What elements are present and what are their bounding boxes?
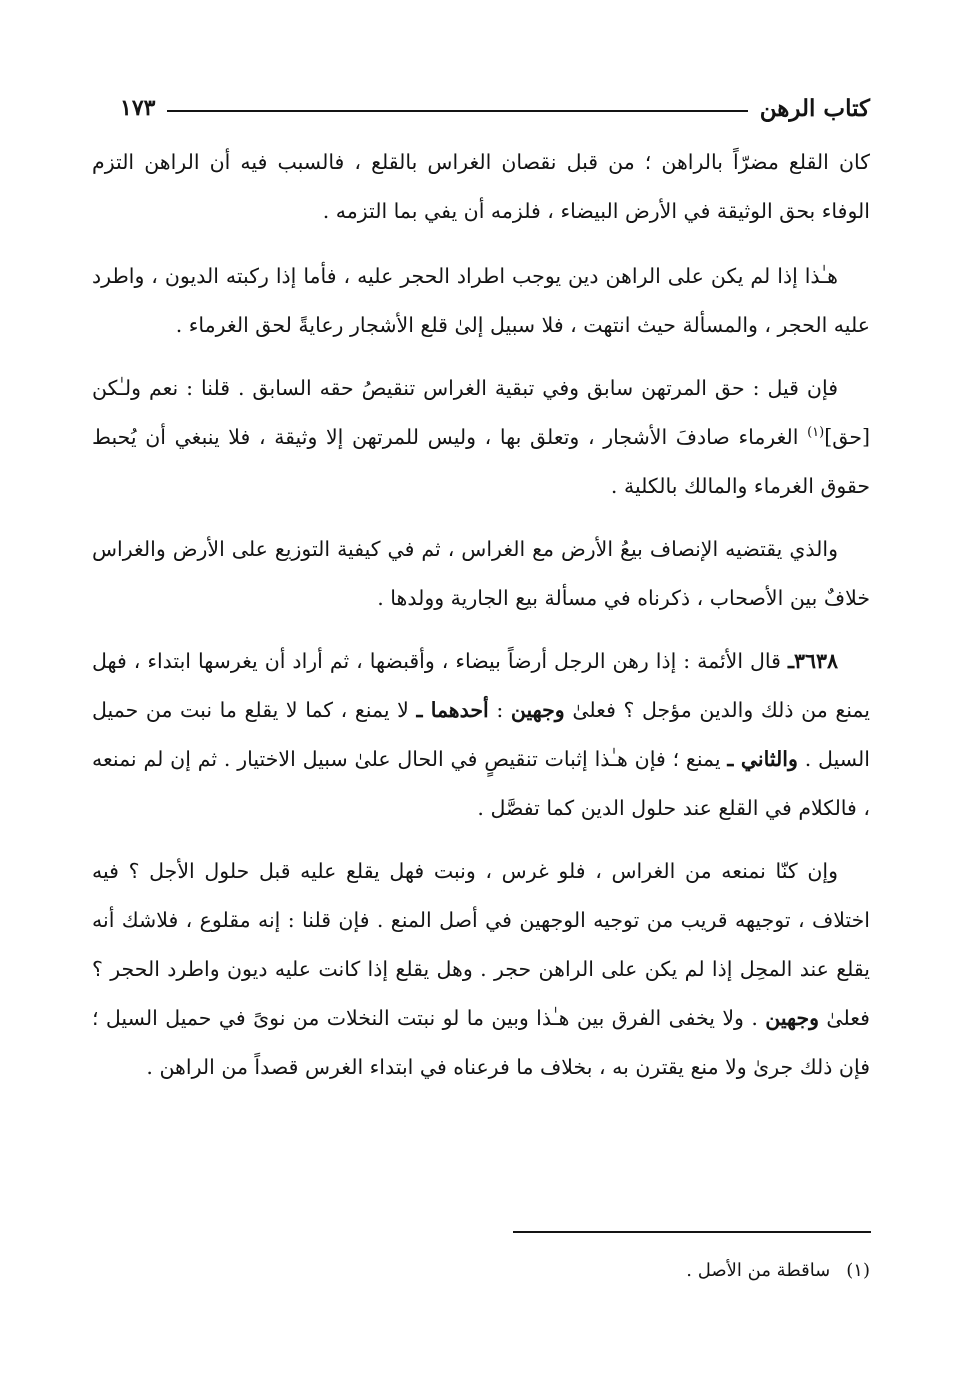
paragraph-5-part-d: لا يمنع ، كما لا يقلع ما نبت من حميل السيل . bbox=[92, 698, 870, 771]
footnote bbox=[400, 1256, 870, 1286]
bold-term-wajhayn-2: وجهين bbox=[765, 1006, 820, 1030]
paragraph-1: كان القلع مضرّاً بالراهن ؛ من قبل نقصان الغراس بالقلع ، فالسبب فيه أن الراهن التزم الوفاء بحق الوثيقة في الأرض البيضاء ، فلزمه أن يفي بما التزمه . bbox=[92, 150, 870, 223]
footnote-number: (١) bbox=[846, 1260, 870, 1281]
header-rule bbox=[167, 110, 747, 112]
footnote-text: ساقطة من الأصل . bbox=[686, 1260, 831, 1281]
paragraph-3-part-a: فإن قيل : حق المرتهن سابق وفي تبقية الغراس تنقيصُ حقه السابق . قلنا : نعم ولـٰكن [حق] bbox=[92, 376, 870, 449]
issue-number: ٣٦٣٨ـ bbox=[787, 649, 838, 673]
bold-term-thani: والثاني ـ bbox=[727, 747, 798, 771]
paragraph-2: هـٰذا إذا لم يكن على الراهن دين يوجب اطراد الحجر عليه ، فأما إذا ركبته الديون ، واطرد عليه الحجر ، والمسألة حيث انتهت ، فلا سبيل إلىٰ قلع الأشجار رعايةً لحق الغرماء . bbox=[92, 264, 870, 337]
running-header bbox=[120, 90, 870, 126]
paragraph-3 bbox=[92, 364, 870, 511]
paragraph-5-part-a: قال الأئمة : إذا رهن الرجل أرضاً بيضاء ، وأقبضها ، ثم أراد أن يغرسها ابتداء ، فهل يمنع من ذلك والدين مؤجل ؟ فعلىٰ bbox=[92, 649, 870, 722]
bold-term-wajhayn: وجهين bbox=[510, 698, 565, 722]
page-number: ١٧٣ bbox=[120, 95, 156, 121]
paragraph-6-part-c: . ولا يخفى الفرق بين هـٰذا وبين ما لو نبتت النخلات من نوىً في حميل السيل ؛ فإن ذلك جرىٰ ولا منع يقترن به ، بخلاف ما فرعناه في ابتداء الغرس قصداً من الراهن . bbox=[92, 1006, 870, 1079]
main-text bbox=[92, 138, 870, 1106]
footnote-reference: (١) bbox=[807, 425, 825, 441]
book-title: كتاب الرهن bbox=[759, 94, 870, 122]
paragraph-5 bbox=[92, 637, 870, 833]
footnote-divider bbox=[513, 1231, 871, 1233]
bold-term-ahaduhuma: أحدهما ـ bbox=[416, 698, 489, 722]
paragraph-6-part-a: وإن كنّا نمنعه من الغراس ، فلو غرس ، ونبت فهل يقلع عليه قبل حلول الأجل ؟ فيه اختلاف ، توجيهه قريب من توجيه الوجهين في أصل المنع . فإن قلنا : إنه مقلوع ، فلاشك أنه يقلع عند المحِل إذا لم يكن على الراهن حجر . وهل يقلع إذا كانت عليه ديون واطرد الحجر ؟ فعلىٰ bbox=[92, 859, 870, 1030]
paragraph-5-part-c: : bbox=[488, 698, 511, 722]
paragraph-5-part-e: يمنع ؛ فإن هـٰذا إثبات تنقيصٍ في الحال علىٰ سبيل الاختيار . ثم إن لم نمنعه ، فالكلام في القلع عند حلول الدين كما تفصَّل . bbox=[92, 747, 870, 820]
paragraph-4: والذي يقتضيه الإنصاف بيعُ الأرض مع الغراس ، ثم في كيفية التوزيع على الأرض والغراس خلافٌ بين الأصحاب ، ذكرناه في مسألة بيع الجارية وولدها . bbox=[92, 537, 870, 610]
paragraph-3-part-b: الغرماء صادفَ الأشجار ، وتعلق بها ، وليس للمرتهن إلا وثيقة ، فلا ينبغي أن يُحبط حقوق الغرماء والمالك بالكلية . bbox=[92, 425, 870, 498]
paragraph-6 bbox=[92, 847, 870, 1092]
